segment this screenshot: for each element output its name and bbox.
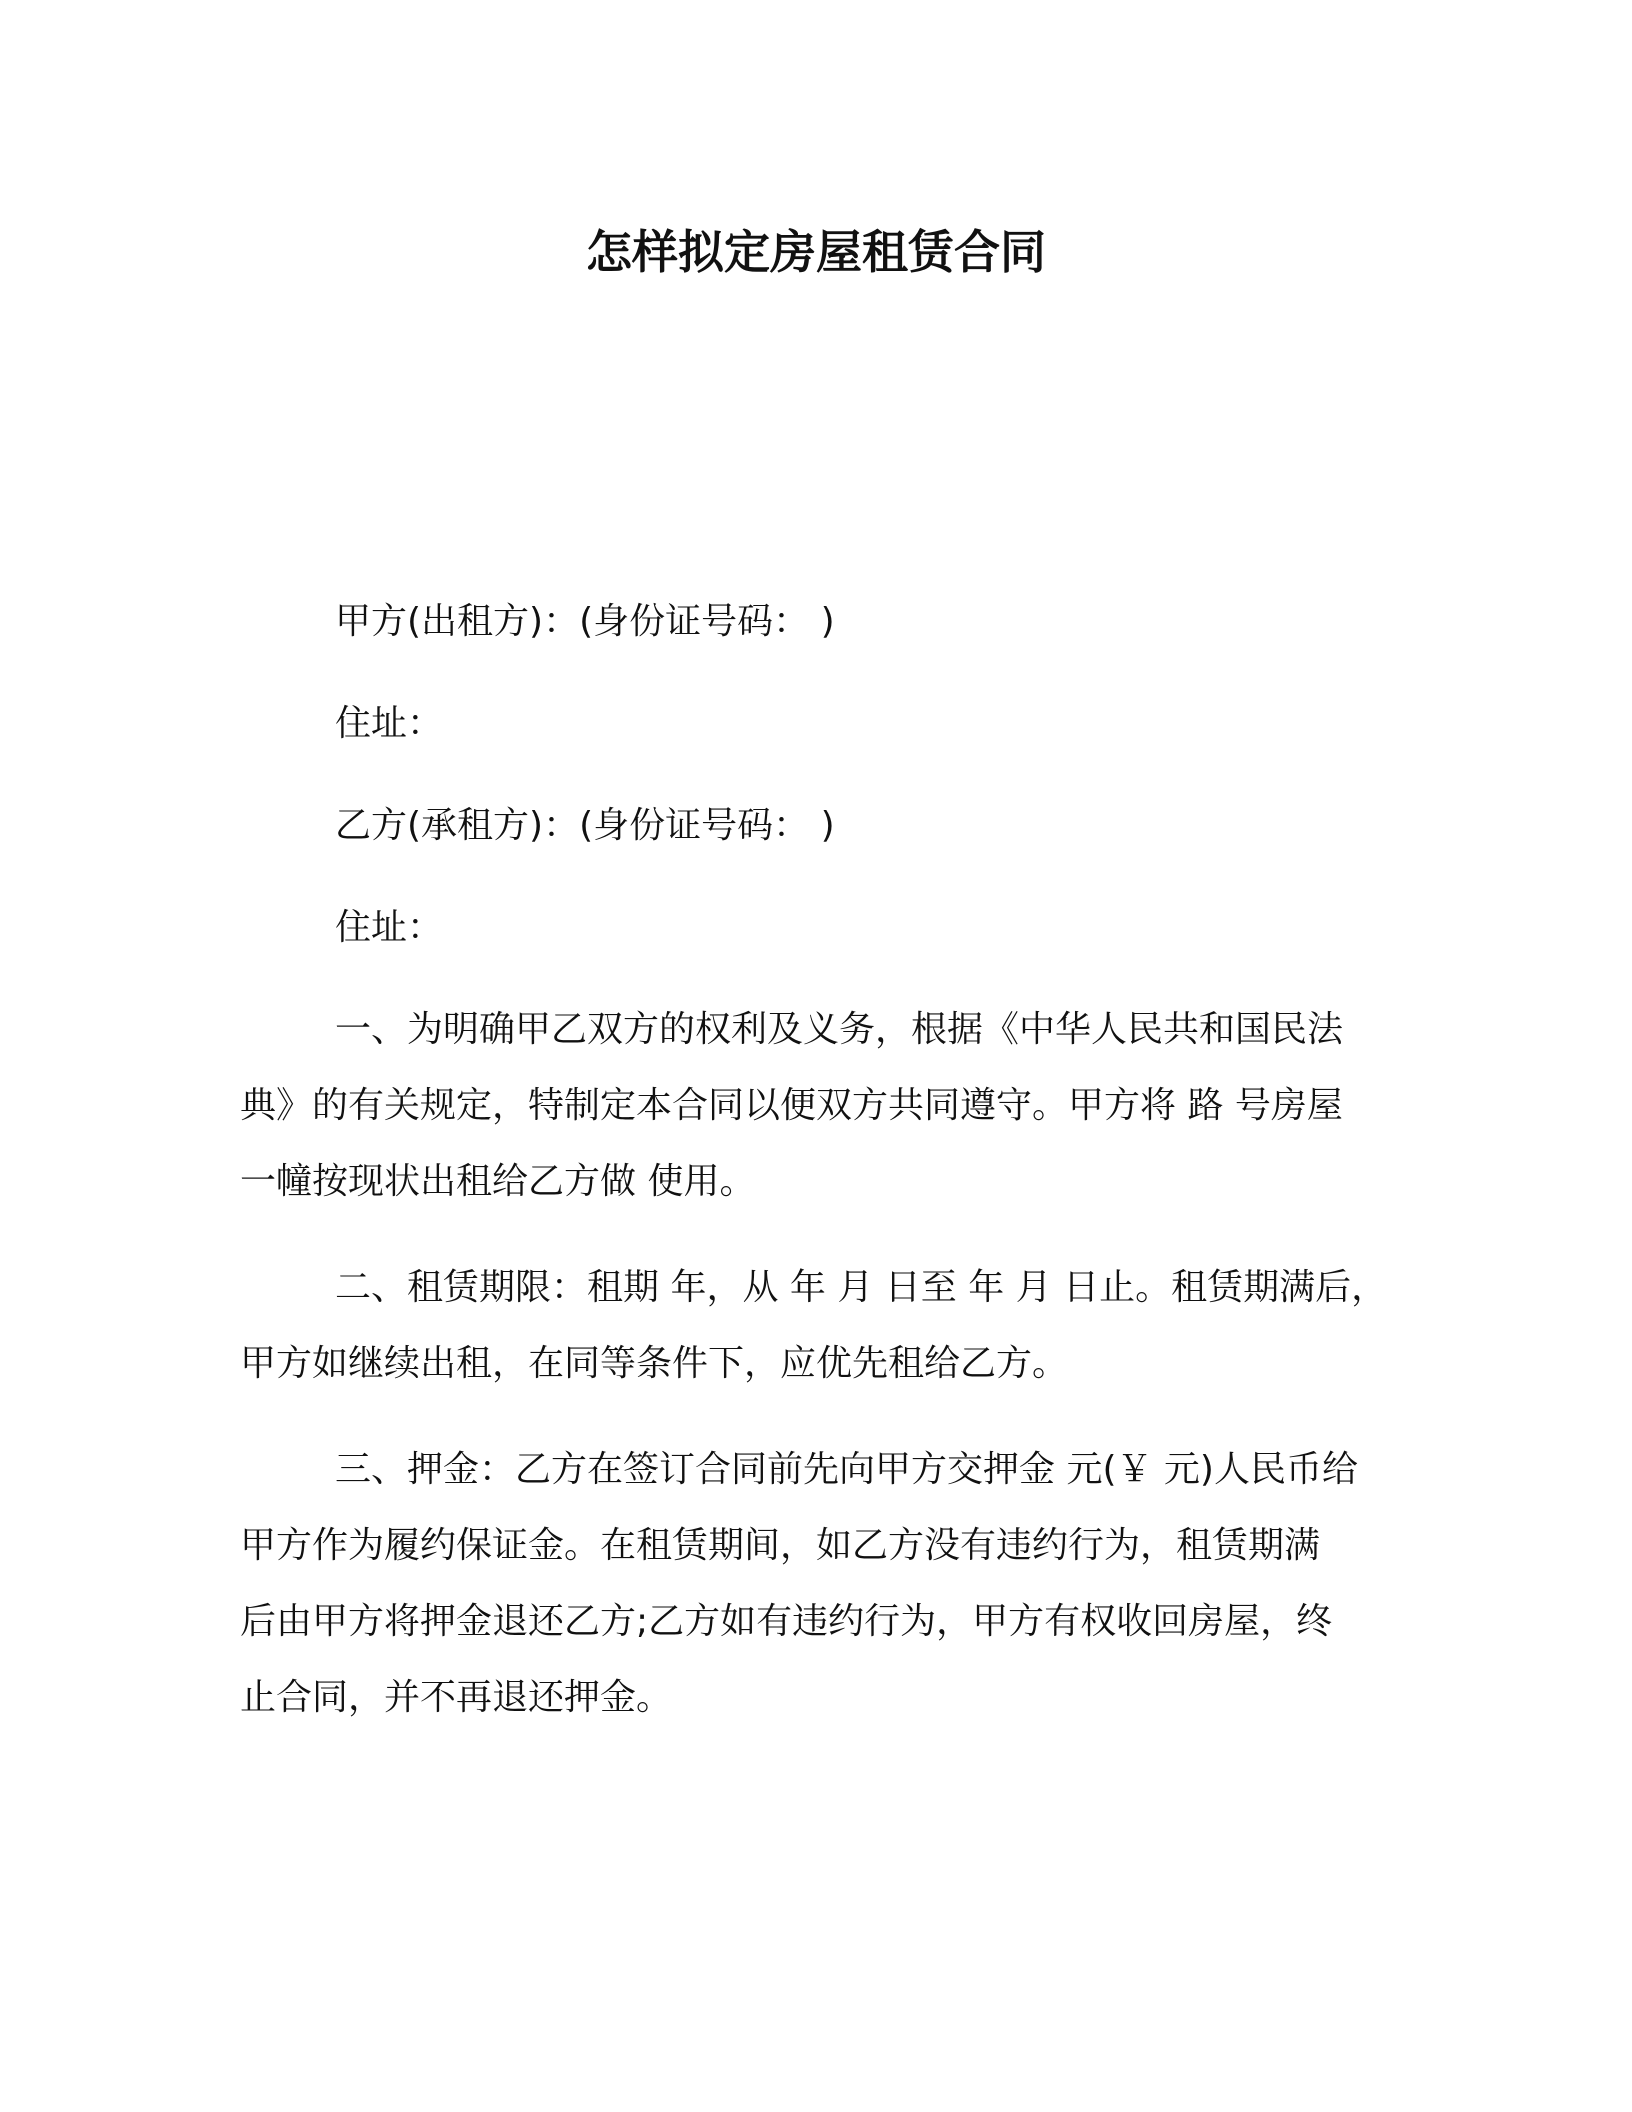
clause1-line-1: 一、为明确甲乙双方的权利及义务，根据《中华人民共和国民法 <box>335 1009 1344 1050</box>
party-a-address-line: 住址： <box>335 703 444 744</box>
clause2-line-1: 二、租赁期限：租期 年，从 年 月 日至 年 月 日止。租赁期满后， <box>335 1267 1388 1308</box>
clause1-line-3: 一幢按现状出租给乙方做 使用。 <box>240 1161 756 1202</box>
party-b-line: 乙方(承租方)：(身份证号码： ) <box>335 805 835 846</box>
clause2-line-2: 甲方如继续出租，在同等条件下，应优先租给乙方。 <box>240 1343 1069 1384</box>
party-b-address-line: 住址： <box>335 907 444 948</box>
clause3-line-4: 止合同，并不再退还押金。 <box>240 1677 673 1718</box>
clause1-line-2: 典》的有关规定，特制定本合同以便双方共同遵守。甲方将 路 号房屋 <box>240 1085 1343 1126</box>
clause3-line-1: 三、押金：乙方在签订合同前先向甲方交押金 元(￥ 元)人民币给 <box>335 1449 1358 1490</box>
document-title: 怎样拟定房屋租赁合同 <box>586 225 1046 279</box>
party-a-line: 甲方(出租方)：(身份证号码： ) <box>335 601 835 642</box>
clause3-line-2: 甲方作为履约保证金。在租赁期间，如乙方没有违约行为，租赁期满 <box>240 1525 1321 1566</box>
clause3-line-3: 后由甲方将押金退还乙方;乙方如有违约行为，甲方有权收回房屋，终 <box>240 1601 1333 1642</box>
